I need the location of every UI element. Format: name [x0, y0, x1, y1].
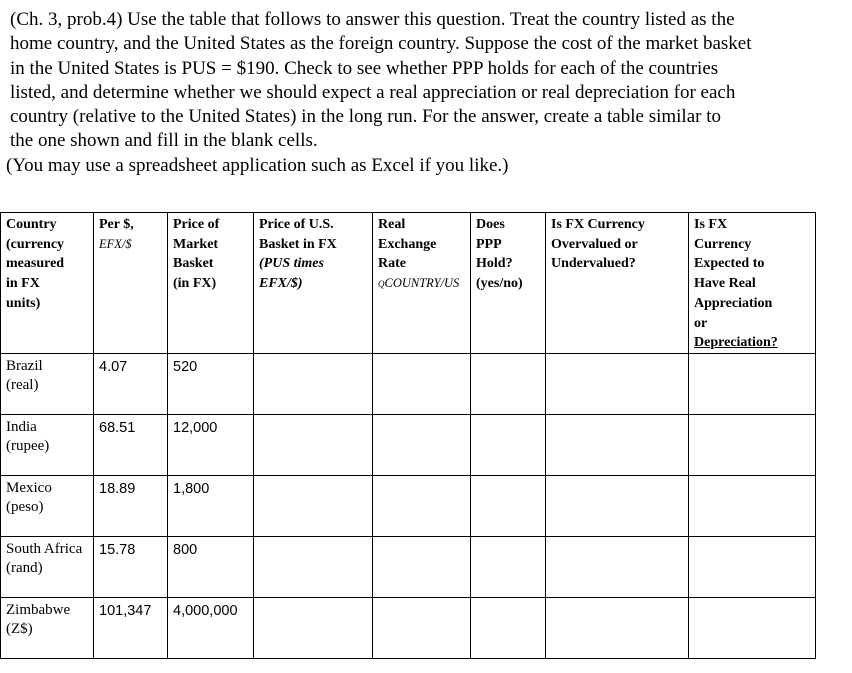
blank-cell [373, 353, 471, 414]
blank-cell [471, 536, 546, 597]
price-cell: 4,000,000 [168, 597, 254, 658]
question-line: (Ch. 3, prob.4) Use the table that follows to answer this question. Treat the country listed as the [10, 9, 735, 30]
price-cell: 520 [168, 353, 254, 414]
header-price-market-basket: Price of Market Basket (in FX) [168, 213, 254, 354]
question-line: the one shown and fill in the blank cells. [10, 130, 318, 152]
blank-cell [254, 597, 373, 658]
blank-cell [546, 353, 689, 414]
blank-cell [254, 536, 373, 597]
blank-cell [254, 475, 373, 536]
country-cell: Zimbabwe (Z$) [1, 597, 94, 658]
price-cell: 1,800 [168, 475, 254, 536]
per-dollar-cell: 15.78 [94, 536, 168, 597]
header-expected-real-change: Is FX Currency Expected to Have Real Appreciation or Depreciation? [689, 213, 816, 354]
ppp-table [0, 212, 816, 659]
table-row [1, 475, 816, 536]
per-dollar-cell: 4.07 [94, 353, 168, 414]
header-overvalued: Is FX Currency Overvalued or Undervalued? [546, 213, 689, 354]
table-row [1, 536, 816, 597]
spreadsheet-note: (You may use a spreadsheet application such as Excel if you like.) [6, 154, 509, 176]
question-line: country (relative to the United States) in the long run. For the answer, create a table similar to [10, 106, 721, 128]
blank-cell [689, 414, 816, 475]
blank-cell [689, 475, 816, 536]
question-text [6, 8, 840, 178]
per-dollar-cell: 68.51 [94, 414, 168, 475]
country-cell: South Africa (rand) [1, 536, 94, 597]
blank-cell [471, 475, 546, 536]
blank-cell [254, 414, 373, 475]
blank-cell [373, 597, 471, 658]
per-dollar-cell: 18.89 [94, 475, 168, 536]
price-cell: 12,000 [168, 414, 254, 475]
country-cell: India (rupee) [1, 414, 94, 475]
blank-cell [546, 475, 689, 536]
blank-cell [471, 353, 546, 414]
header-country: Country (currency measured in FX units) [1, 213, 94, 354]
question-line: listed, and determine whether we should expect a real appreciation or real depreciation for each [10, 81, 736, 103]
blank-cell [471, 597, 546, 658]
blank-cell [373, 536, 471, 597]
blank-cell [373, 475, 471, 536]
question-line: in the United States is PUS = $190. Check to see whether PPP holds for each of the countries [10, 57, 719, 79]
blank-cell [689, 536, 816, 597]
country-cell: Brazil (real) [1, 353, 94, 414]
blank-cell [546, 597, 689, 658]
country-cell: Mexico (peso) [1, 475, 94, 536]
blank-cell [546, 414, 689, 475]
question-paragraph [10, 8, 840, 154]
question-line: home country, and the United States as the foreign country. Suppose the cost of the market basket [10, 33, 752, 55]
blank-cell [689, 597, 816, 658]
header-does-ppp-hold: Does PPP Hold? (yes/no) [471, 213, 546, 354]
per-dollar-cell: 101,347 [94, 597, 168, 658]
price-cell: 800 [168, 536, 254, 597]
header-real-exchange-rate: Real Exchange Rate qCOUNTRY/US [373, 213, 471, 354]
table-row [1, 597, 816, 658]
header-per-dollar: Per $, EFX/$ [94, 213, 168, 354]
blank-cell [689, 353, 816, 414]
blank-cell [546, 536, 689, 597]
header-price-us-basket: Price of U.S. Basket in FX (PUS times EFX/$) [254, 213, 373, 354]
blank-cell [471, 414, 546, 475]
blank-cell [254, 353, 373, 414]
table-row [1, 414, 816, 475]
table-row [1, 353, 816, 414]
blank-cell [373, 414, 471, 475]
header-row [1, 213, 816, 354]
